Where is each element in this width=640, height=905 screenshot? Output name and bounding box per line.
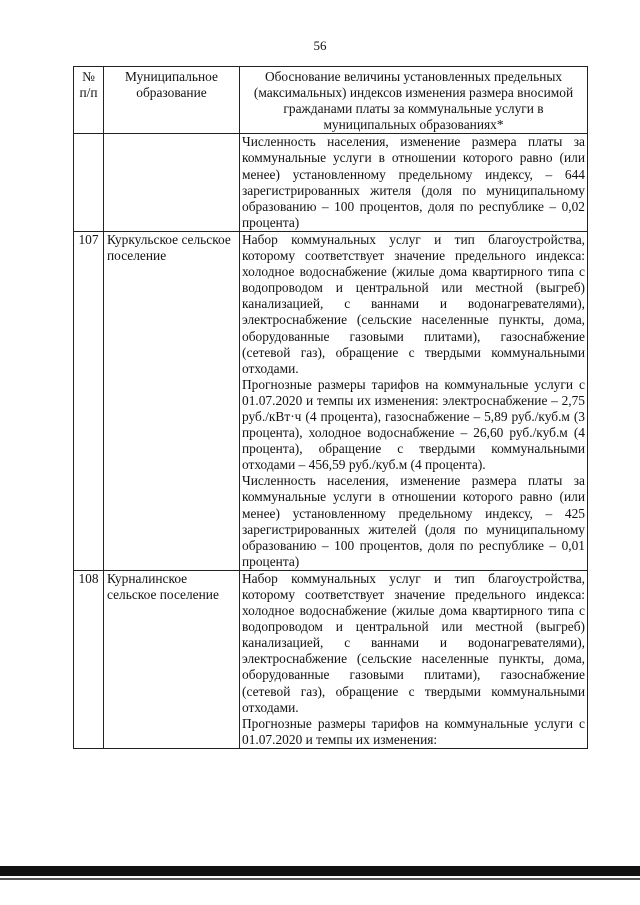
justification-paragraph: Прогнозные размеры тарифов на коммунальные услуги с 01.07.2020 и темпы их изменения: [242,715,585,747]
tariff-table [73,66,588,749]
table-row [74,134,588,232]
header-number: № п/п [74,67,104,134]
justification-paragraph: Численность населения, изменение размера платы за коммунальные услуги в отношении которого равно (или менее) установленному предельному индексу, – 425 зарегистрированных жителей (доля по муниципальному образованию – 100 процентов, доля по республике – 0,01 процента) [242,473,585,569]
header-justification: Обоснование величины установленных предельных (максимальных) индексов изменения размера вносимой гражданами платы за коммунальные услуги в муниципальных образованиях* [240,67,588,134]
justification-paragraph: Набор коммунальных услуг и тип благоустройства, которому соответствует значение предельного индекса: холодное водоснабжение (жилые дома квартирного типа с водопроводом и центральной или местной (выгреб) канализацией, с ваннами и водонагревателями), электроснабжение (сельские населенные пункты, дома, оборудованные газовыми плитами), газоснабжение (сетевой газ), обращение с твердыми коммунальными отходами. [242,231,585,376]
row-justification [240,134,588,232]
row-municipality: Куркульское сельское поселение [104,231,240,570]
table-header-row [74,67,588,134]
header-municipality: Муниципальное образование [104,67,240,134]
table-row [74,570,588,748]
row-justification [240,570,588,748]
row-municipality [104,134,240,232]
row-number: 108 [74,570,104,748]
justification-paragraph: Численность населения, изменение размера платы за коммунальные услуги в отношении которого равно (или менее) установленному предельному индексу, – 644 зарегистрированных жителя (доля по муниципальному образованию – 100 процентов, доля по республике – 0,02 процента) [242,134,585,230]
justification-paragraph: Прогнозные размеры тарифов на коммунальные услуги с 01.07.2020 и темпы их изменения: электроснабжение – 2,75 руб./кВт·ч (4 процента), газоснабжение – 5,89 руб./куб.м (3 процента), холодное водоснабжение – 26,60 руб./куб.м (4 процента), обращение с твердыми коммунальными отходами – 456,59 руб./куб.м (4 процента). [242,376,585,473]
row-number: 107 [74,231,104,570]
row-justification [240,231,588,570]
scan-edge-bar [0,866,640,876]
row-municipality: Курналинское сельское поселение [104,570,240,748]
justification-paragraph: Набор коммунальных услуг и тип благоустройства, которому соответствует значение предельного индекса: холодное водоснабжение (жилые дома квартирного типа с водопроводом и центральной или местной (выгреб) канализацией, с ваннами и водонагревателями), электроснабжение (сельские населенные пункты, дома, оборудованные газовыми плитами), газоснабжение (сетевой газ), обращение с твердыми коммунальными отходами. [242,570,585,715]
page-number: 56 [313,38,327,53]
table-row [74,231,588,570]
scan-edge-line [0,878,640,880]
row-number [74,134,104,232]
